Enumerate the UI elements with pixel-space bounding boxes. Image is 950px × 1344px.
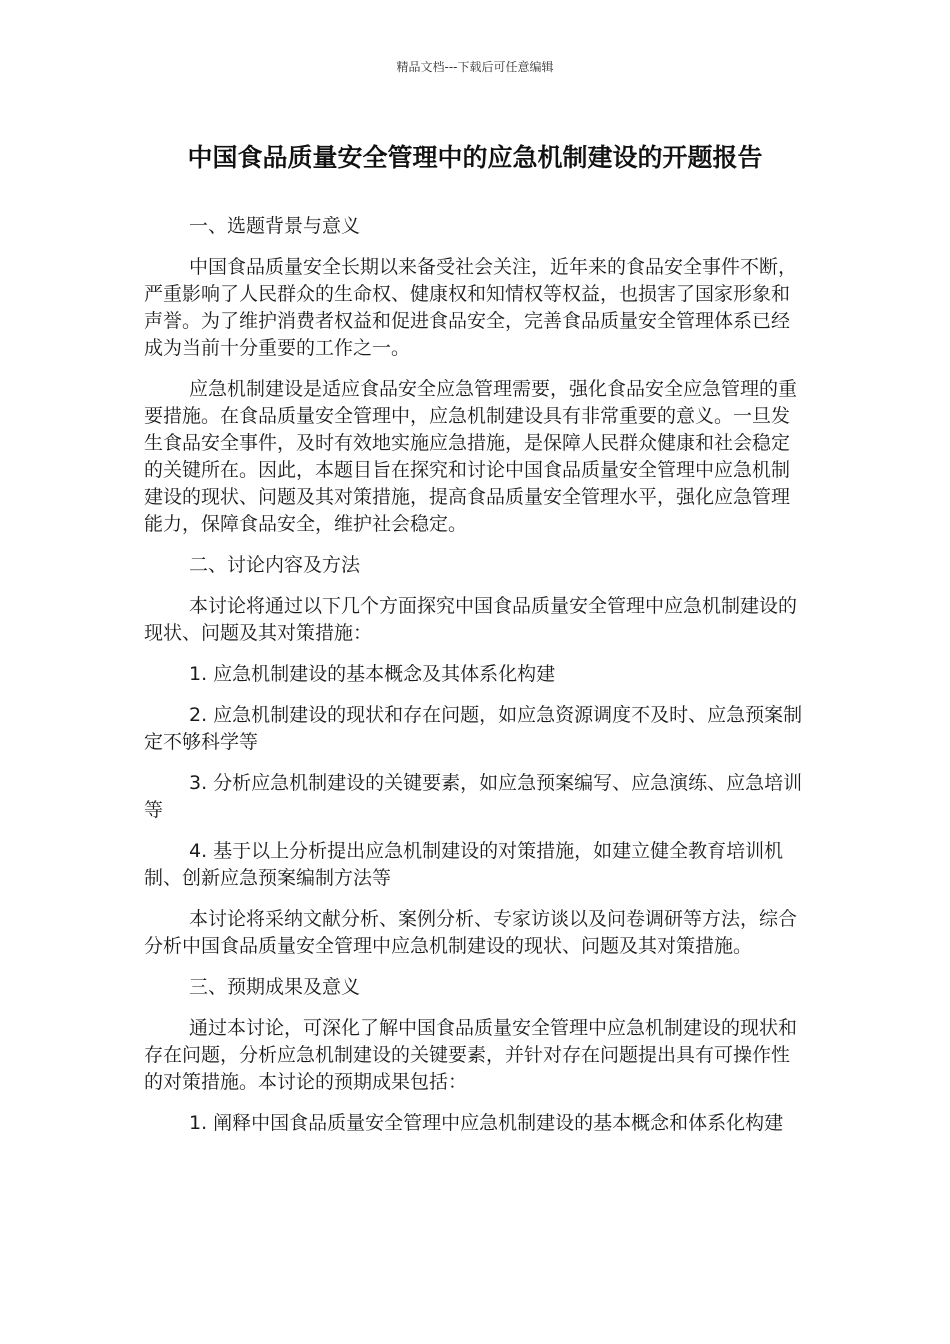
paragraph-background: 中国食品质量安全长期以来备受社会关注，近年来的食品安全事件不断，严重影响了人民群众的生命权、健康权和知情权等权益，也损害了国家形象和声誉。为了维护消费者权益和促进食品安全，完善食品质量安全管理体系已经成为当前十分重要的工作之一。: [144, 256, 798, 359]
header-note: 精品文档---下载后可任意编辑: [396, 60, 554, 74]
document-body: [144, 213, 804, 1151]
section-heading-3: 三、预期成果及意义: [189, 976, 361, 998]
paragraph-significance: 应急机制建设是适应食品安全应急管理需要，强化食品安全应急管理的重要措施。在食品质量安全管理中，应急机制建设具有非常重要的意义。一旦发生食品安全事件，及时有效地实施应急措施，是保障人民群众健康和社会稳定的关键所在。因此，本题目旨在探究和讨论中国食品质量安全管理中应急机制建设的现状、问题及其对策措施，提高食品质量安全管理水平，强化应急管理能力，保障食品安全，维护社会稳定。: [144, 378, 798, 535]
list-item-3: 3. 分析应急机制建设的关键要素，如应急预案编写、应急演练、应急培训等: [144, 772, 803, 821]
outcome-item-1: 1. 阐释中国食品质量安全管理中应急机制建设的基本概念和体系化构建: [189, 1112, 784, 1134]
list-item-1: 1. 应急机制建设的基本概念及其体系化构建: [189, 663, 556, 685]
paragraph-methods: 本讨论将采纳文献分析、案例分析、专家访谈以及问卷调研等方法，综合分析中国食品质量安全管理中应急机制建设的现状、问题及其对策措施。: [144, 908, 798, 957]
list-item-2: 2. 应急机制建设的现状和存在问题，如应急资源调度不及时、应急预案制定不够科学等: [144, 704, 803, 753]
paragraph-research-intro: 本讨论将通过以下几个方面探究中国食品质量安全管理中应急机制建设的现状、问题及其对策措施：: [144, 595, 798, 644]
list-item-4: 4. 基于以上分析提出应急机制建设的对策措施，如建立健全教育培训机制、创新应急预案编制方法等: [144, 840, 784, 889]
section-heading-1: 一、选题背景与意义: [189, 215, 361, 237]
paragraph-outcomes-intro: 通过本讨论，可深化了解中国食品质量安全管理中应急机制建设的现状和存在问题，分析应急机制建设的关键要素，并针对存在问题提出具有可操作性的对策措施。本讨论的预期成果包括：: [144, 1017, 798, 1093]
section-heading-2: 二、讨论内容及方法: [189, 554, 361, 576]
document-title: 中国食品质量安全管理中的应急机制建设的开题报告: [187, 143, 763, 172]
